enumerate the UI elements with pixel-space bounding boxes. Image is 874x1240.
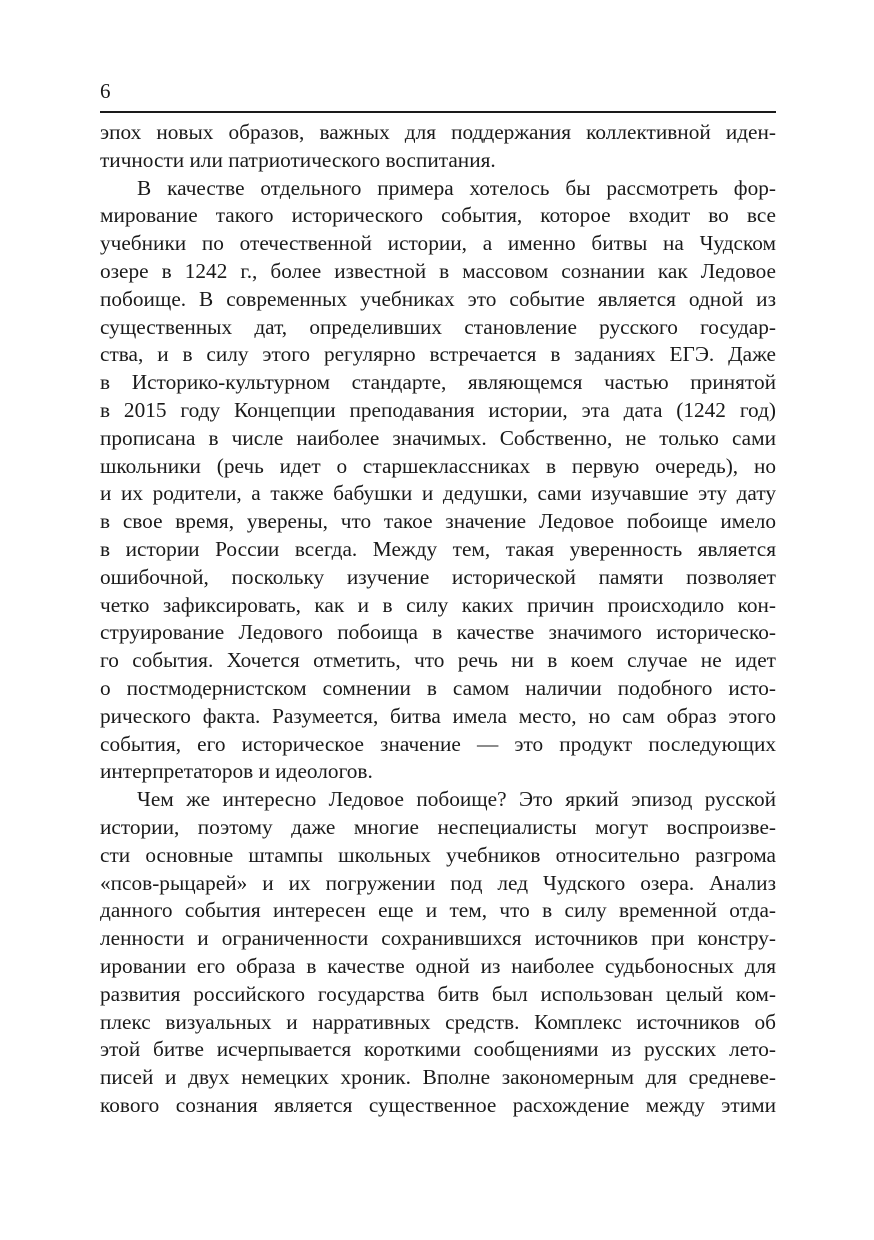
text-line: события, его историческое значение — это продукт последующих [100,731,776,756]
text-line: В качестве отдельного примера хотелось бы рассмотреть фор- [137,175,776,200]
text-line: развития российского государства битв был использован целый ком- [100,981,776,1006]
text-line: струирование Ледового побоища в качестве значимого историческо- [100,620,776,645]
body-text [100,119,776,1120]
paragraph-1 [100,119,776,175]
header-rule [100,111,776,113]
text-line: прописана в числе наиболее значимых. Собственно, не только сами [100,425,776,450]
text-line: тичности или патриотического воспитания. [100,147,496,172]
text-line: кового сознания является существенное расхождение между этими [100,1092,776,1117]
text-line: Чем же интересно Ледовое побоище? Это яркий эпизод русской [137,787,776,812]
text-line: сти основные штампы школьных учебников относительно разгрома [100,842,776,867]
text-line: ошибочной, поскольку изучение исторической памяти позволяет [100,564,776,589]
text-line: «псов-рыцарей» и их погружении под лед Чудского озера. Анализ [100,870,776,895]
text-line: данного события интересен еще и тем, что в силу временной отда- [100,898,776,923]
text-line: в Историко-культурном стандарте, являющемся частью принятой [100,370,776,395]
text-line: эпох новых образов, важных для поддержания коллективной иден- [100,120,776,144]
text-line: учебники по отечественной истории, а именно битвы на Чудском [100,231,776,256]
text-line: и их родители, а также бабушки и дедушки, сами изучавшие эту дату [100,481,776,506]
text-line: школьники (речь идет о старшеклассниках в первую очередь), но [100,453,776,478]
text-line: в 2015 году Концепции преподавания истории, эта дата (1242 год) [100,397,776,422]
text-line: побоище. В современных учебниках это событие является одной из [100,286,776,311]
page-number: 6 [100,79,111,103]
paragraph-2 [100,175,776,787]
text-line: существенных дат, определивших становление русского государ- [100,314,776,339]
text-line: этой битве исчерпывается короткими сообщениями из русских лето- [100,1037,776,1062]
text-line: о постмодернистском сомнении в самом наличии подобного исто- [100,675,776,700]
text-line: в свое время, уверены, что такое значение Ледовое побоище имело [100,509,776,534]
text-line: мирование такого исторического события, которое входит во все [100,203,776,228]
text-line: плекс визуальных и нарративных средств. Комплекс источников об [100,1009,776,1034]
text-line: го события. Хочется отметить, что речь ни в коем случае не идет [100,648,776,673]
text-line: истории, поэтому даже многие неспециалисты могут воспроизве- [100,814,776,839]
text-line: ленности и ограниченности сохранившихся источников при констру- [100,926,776,951]
text-line: ировании его образа в качестве одной из наиболее судьбоносных для [100,953,776,978]
text-line: четко зафиксировать, как и в силу каких причин происходило кон- [100,592,776,617]
text-line: ства, и в силу этого регулярно встречается в заданиях ЕГЭ. Даже [100,342,776,367]
text-line: озере в 1242 г., более известной в массовом сознании как Ледовое [100,258,776,283]
paragraph-3 [100,786,776,1120]
text-line: писей и двух немецких хроник. Вполне закономерным для средневе- [100,1065,776,1090]
text-line: рического факта. Разумеется, битва имела место, но сам образ этого [100,703,776,728]
text-line: в истории России всегда. Между тем, такая уверенность является [100,536,776,561]
text-line: интерпретаторов и идеологов. [100,759,373,784]
